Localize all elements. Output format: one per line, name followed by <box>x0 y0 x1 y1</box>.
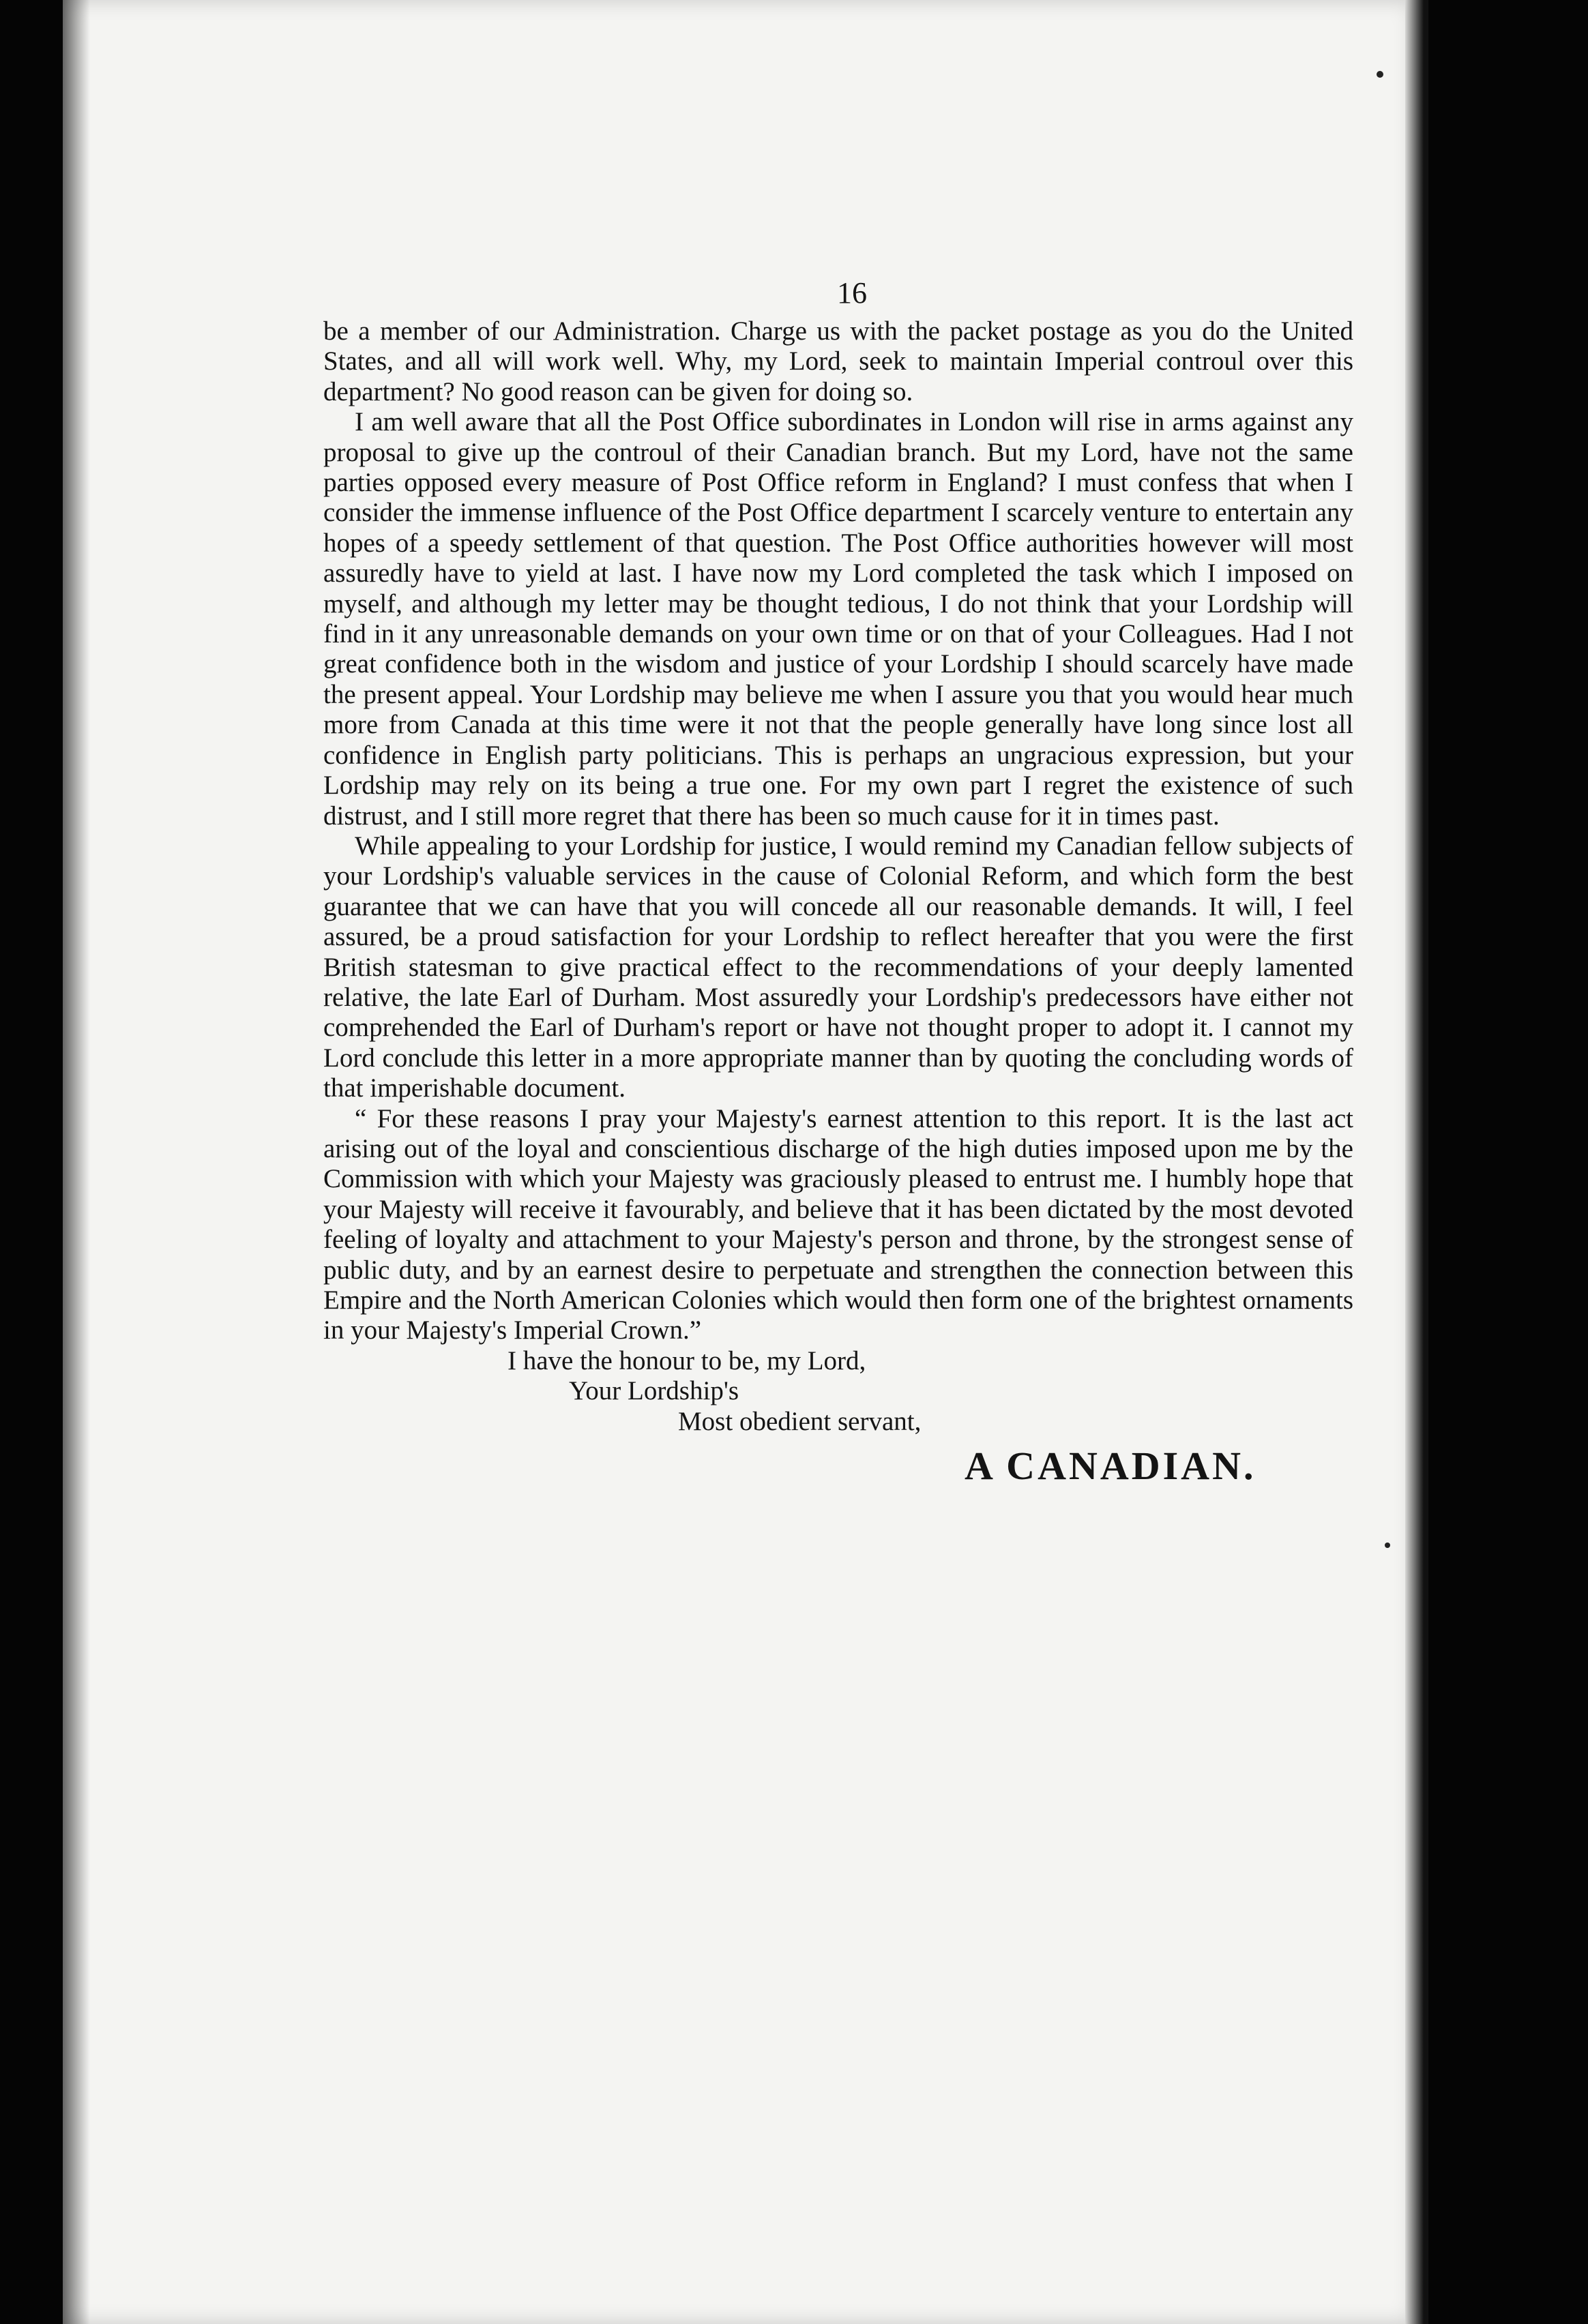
speck <box>1377 71 1383 78</box>
page-number: 16 <box>837 276 867 310</box>
page-gutter-shadow <box>63 0 90 2324</box>
closing-line-1: I have the honour to be, my Lord, <box>508 1345 866 1375</box>
paragraph-2: I am well aware that all the Post Office subordinates in London will rise in arms against any proposal to give up the controul of their Canadian branch. But my Lord, have not the same parties opposed every measure of Post Office reform in England? I must confess that when I consider the immense influence of the Post Office department I scarcely venture to entertain any hopes of a speedy settlement of that question. The Post Office authorities however will most assuredly have to yield at last. I have now my Lord completed the task which I imposed on myself, and although my letter may be thought tedious, I do not think that your Lordship will find in it any unreasonable demands on your own time or on that of your Colleagues. Had I not great confidence both in the wisdom and justice of your Lordship I should scarcely have made the present appeal. Your Lordship may believe me when I assure you that you would hear much more from Canada at this time were it not that the people generally have long since lost all confidence in English party politicians. This is perhaps an ungracious expression, but your Lordship may rely on its being a true one. For my own part I regret the existence of such distrust, and I still more regret that there has been so much cause for it in times past. <box>323 407 1353 831</box>
page-right-edge <box>1405 0 1428 2324</box>
signature: A CANADIAN. <box>965 1444 1256 1489</box>
speck <box>1385 1543 1390 1548</box>
paragraph-1: be a member of our Administration. Charge us with the packet postage as you do the United States, and all will work well. Why, my Lord, seek to maintain Imperial controul over this department? No good reason can be given for doing so. <box>323 316 1353 406</box>
closing-line-2: Your Lordship's <box>569 1376 739 1406</box>
paragraph-3: While appealing to your Lordship for justice, I would remind my Canadian fellow subjects of your Lordship's valuable services in the cause of Colonial Reform, and which form the best guarantee that we can have that you will concede all our reasonable demands. It will, I feel assured, be a proud satisfaction for your Lordship to reflect hereafter that you were the first British statesman to give practical effect to the recommendations of your deeply lamented relative, the late Earl of Durham. Most assuredly your Lordship's predecessors have either not comprehended the Earl of Durham's report or have not thought proper to adopt it. I cannot my Lord conclude this letter in a more appropriate manner than by quoting the concluding words of that imperishable document. <box>323 831 1353 1103</box>
closing-line-3: Most obedient servant, <box>678 1406 922 1436</box>
paragraph-4-quotation: “ For these reasons I pray your Majesty's earnest attention to this report. It is the last act arising out of the loyal and conscientious discharge of the high duties imposed upon me by the Commission with which your Majesty was graciously pleased to entrust me. I humbly hope that your Majesty will receive it favourably, and believe that it has been dictated by the most devoted feeling of loyalty and attachment to your Majesty's person and throne, by the strongest sense of public duty, and by an earnest desire to perpetuate and strengthen the connection between this Empire and the North American Colonies which would then form one of the brightest ornaments in your Majesty's Imperial Crown.” <box>323 1103 1353 1345</box>
letter-text <box>323 273 1353 1490</box>
